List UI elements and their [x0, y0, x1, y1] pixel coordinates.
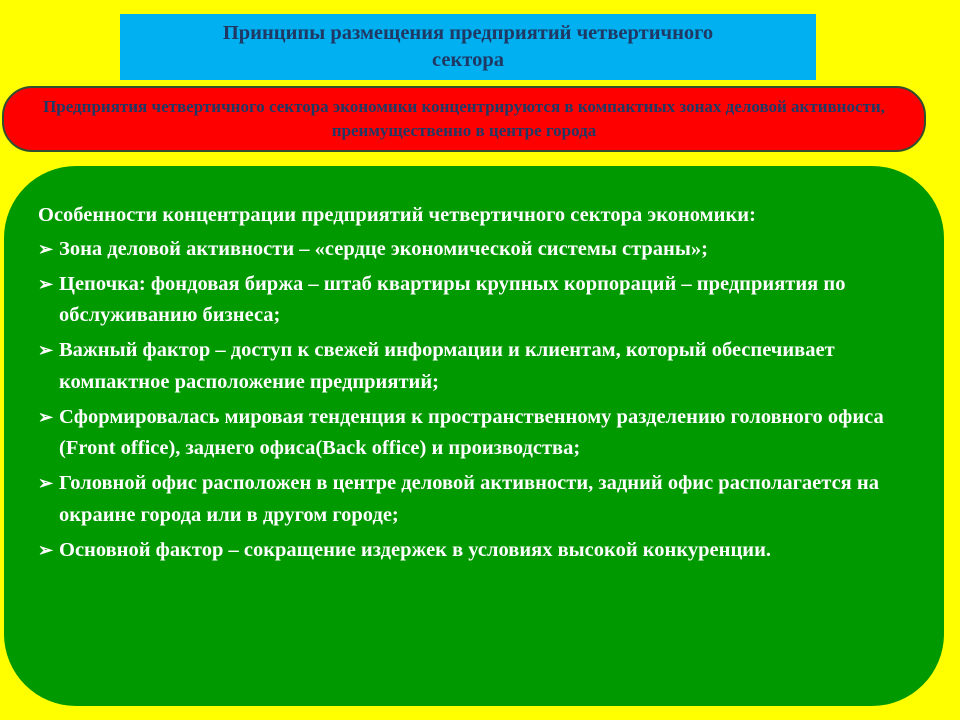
list-item [38, 535, 918, 567]
list-item [38, 269, 918, 332]
slide-subtitle: Предприятия четвертичного сектора экономики концентрируются в компактных зонах деловой активности, преимущественно в центре города [43, 97, 885, 140]
list-item [38, 335, 918, 398]
title-banner [120, 14, 816, 80]
bullet-text: Цепочка: фондовая биржа – штаб квартиры крупных корпораций – предприятия по обслуживанию бизнеса; [59, 272, 846, 326]
arrow-bullet-icon: ➢ [38, 273, 54, 294]
arrow-bullet-icon: ➢ [38, 539, 54, 560]
slide-title: Принципы размещения предприятий четвертичного сектора [222, 22, 714, 71]
bullet-text: Зона деловой активности – «сердце экономической системы страны»; [59, 237, 708, 260]
arrow-bullet-icon: ➢ [38, 473, 54, 493]
bullet-text: Важный фактор – доступ к свежей информации и клиентам, который обеспечивает компактное расположение предприятий; [59, 339, 835, 393]
content-text [38, 200, 918, 570]
list-item [38, 402, 918, 465]
list-item [38, 468, 918, 531]
bullet-text: Головной офис расположен в центре деловой активности, задний офис располагается на окраине города или в другом городе; [59, 472, 879, 526]
arrow-bullet-icon: ➢ [38, 406, 54, 427]
arrow-bullet-icon: ➢ [38, 340, 54, 360]
bullet-text: Сформировалась мировая тенденция к пространственному разделению головного офиса (Front office), заднего офиса(Back office) и производства; [59, 405, 884, 459]
bullet-list [38, 234, 918, 567]
list-item [38, 234, 918, 266]
arrow-bullet-icon: ➢ [38, 238, 54, 259]
subtitle-banner [2, 86, 926, 152]
bullet-text: Основной фактор – сокращение издержек в условиях высокой конкуренции. [59, 538, 772, 561]
intro-text: Особенности концентрации предприятий четвертичного сектора экономики: [38, 204, 756, 226]
